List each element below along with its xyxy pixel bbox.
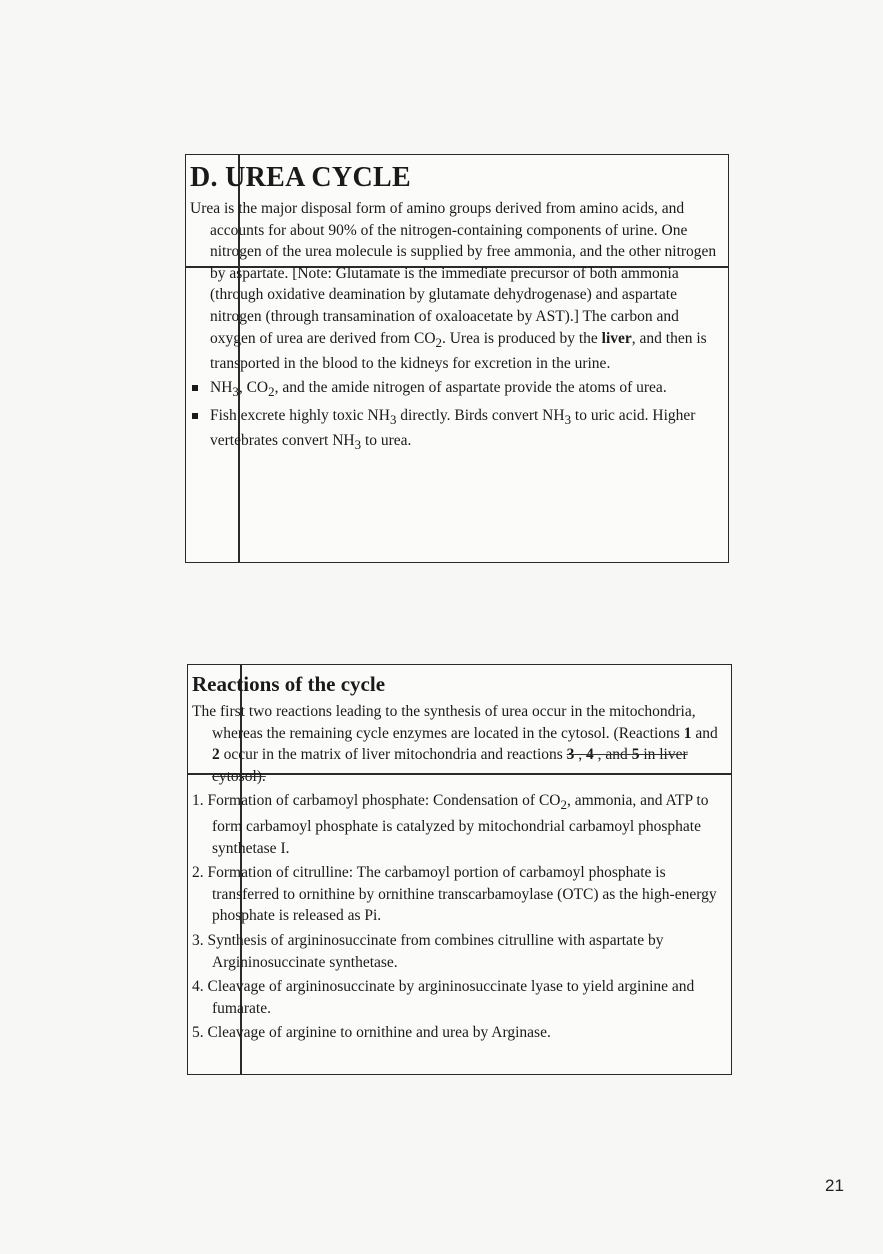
- intro-paragraph: [190, 198, 724, 375]
- list-item: [190, 405, 724, 456]
- step-number: 4.: [192, 978, 204, 996]
- list-item: [192, 976, 727, 1019]
- text: Synthesis of argininosuccinate from combines citrulline with aspartate by Argininosuccinate synthetase.: [203, 932, 664, 971]
- square-bullet-icon: [192, 385, 198, 391]
- subscript: 3: [354, 437, 362, 453]
- reaction-number: 2: [212, 746, 220, 764]
- page-number: 21: [825, 1176, 844, 1195]
- bold-term: liver: [601, 329, 632, 347]
- text: and: [691, 724, 718, 742]
- subscript: 2: [268, 383, 275, 399]
- steps-list: [192, 790, 727, 1044]
- slide-content: [190, 159, 724, 456]
- text: Cleavage of argininosuccinate by argininosuccinate lyase to yield arginine and fumarate.: [203, 978, 695, 1017]
- text: , CO: [238, 378, 269, 396]
- text: Formation of citrulline: The carbamoyl portion of carbamoyl phosphate is transferred to ornithine by ornithine transcarbamoylase (OTC) as the high-energy phosphate is released as Pi.: [203, 864, 717, 925]
- text: , and: [593, 746, 632, 764]
- list-item: [192, 862, 727, 927]
- list-item: [192, 930, 727, 973]
- step-number: 3.: [192, 932, 204, 950]
- slide-title: D. UREA CYCLE: [190, 162, 411, 193]
- slide-content: [192, 669, 727, 1044]
- slide-title: Reactions of the cycle: [192, 672, 386, 696]
- intro-paragraph: [192, 701, 727, 787]
- intro-text-c: , and then is transported in the blood to the kidneys for excretion in the urine.: [210, 329, 707, 373]
- slide-reactions: [187, 664, 732, 1075]
- slide-urea-cycle: [185, 154, 729, 563]
- intro-text-b: occur in the matrix of liver mitochondria and reactions: [219, 746, 567, 764]
- step-number: 2.: [192, 864, 204, 882]
- subscript: 2: [435, 334, 442, 350]
- text: directly. Birds convert NH: [396, 406, 565, 424]
- reaction-number: 1: [683, 724, 692, 742]
- subscript: 3: [232, 383, 239, 399]
- intro-text-a: Urea is the major disposal form of amino groups derived from amino acids, and accounts for about 90% of the nitrogen-containing components of urine. One nitrogen of the urea molecule is supplied by free ammonia, and the other nitrogen by aspartate. [Note: Glutamate is the immediate precursor of both ammonia (through oxidative deamination by glutamate dehydrogenase) and aspartate nitrogen (through transamination of oxaloacetate by AST).] The carbon and oxygen of urea are derived from CO: [190, 200, 717, 347]
- list-item: [190, 377, 724, 403]
- subscript: 3: [564, 411, 572, 427]
- text: Fish excrete highly toxic NH: [210, 406, 390, 424]
- reaction-number: 5: [631, 746, 640, 764]
- square-bullet-icon: [192, 413, 198, 419]
- intro-text-a: The first two reactions leading to the synthesis of urea occur in the mitochondria, whereas the remaining cycle enzymes are located in the cytosol. (Reactions: [192, 703, 696, 742]
- text: , and the amide nitrogen of aspartate provide the atoms of urea.: [274, 378, 667, 396]
- bullet-list: [190, 377, 724, 456]
- text: NH: [210, 378, 233, 396]
- list-item: [192, 790, 727, 859]
- step-number: 5.: [192, 1024, 204, 1042]
- text: to uric acid. Higher vertebrates convert NH: [210, 406, 696, 450]
- list-item: [192, 1022, 727, 1044]
- step-number: 1.: [192, 792, 204, 810]
- subscript: 3: [389, 411, 397, 427]
- text: Formation of carbamoyl phosphate: Condensation of CO: [203, 792, 561, 810]
- text: Cleavage of arginine to ornithine and urea by Arginase.: [203, 1024, 551, 1042]
- intro-text-c: in liver cytosol).: [212, 746, 688, 785]
- text: ,: [574, 746, 587, 764]
- text: , ammonia, and ATP to form carbamoyl phosphate is catalyzed by mitochondrial carbamoyl phosphate synthetase I.: [212, 792, 709, 857]
- subscript: 2: [560, 797, 567, 813]
- intro-text-b: . Urea is produced by the: [441, 329, 602, 347]
- reaction-number: 4: [586, 746, 594, 764]
- text: to urea.: [361, 432, 412, 450]
- reaction-number: 3: [566, 746, 575, 764]
